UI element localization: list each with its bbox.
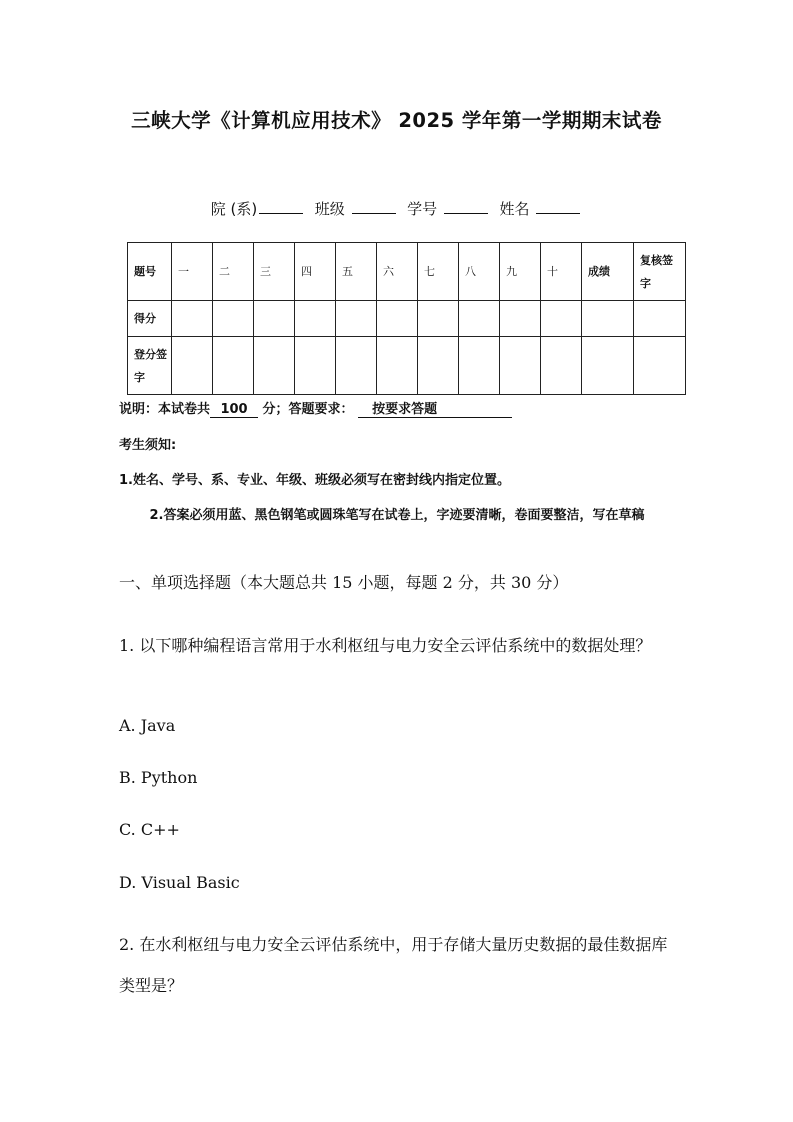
note-prefix: 说明：本试卷共 [119, 402, 211, 417]
column-header: 成绩 [582, 243, 634, 301]
signature-cell[interactable] [634, 337, 686, 395]
column-header: 七 [418, 243, 459, 301]
dept-label: 院 (系) [210, 200, 258, 218]
signature-cell[interactable] [418, 337, 459, 395]
score-cell[interactable] [541, 301, 582, 337]
row-label: 登分签字 [128, 337, 172, 395]
row-label: 得分 [128, 301, 172, 337]
score-cell[interactable] [500, 301, 541, 337]
class-label: 班级 [314, 200, 345, 218]
question-1-option-c[interactable]: C. C++ [119, 820, 180, 839]
column-header: 九 [500, 243, 541, 301]
signature-cell[interactable] [213, 337, 254, 395]
question-1-text: 1. 以下哪种编程语言常用于水利枢纽与电力安全云评估系统中的数据处理？ [119, 636, 652, 655]
class-blank[interactable] [352, 199, 396, 214]
table-row-score [128, 301, 686, 337]
exam-note [119, 398, 512, 418]
question-1-option-a[interactable]: A. Java [119, 716, 176, 735]
column-header: 一 [172, 243, 213, 301]
score-cell[interactable] [377, 301, 418, 337]
total-score: 100 [210, 402, 258, 418]
score-cell[interactable] [213, 301, 254, 337]
signature-cell[interactable] [459, 337, 500, 395]
section-title: 一、单项选择题（本大题总共 15 小题，每题 2 分，共 30 分） [119, 573, 569, 592]
exam-title: 三峡大学《计算机应用技术》 2025 学年第一学期期末试卷 [131, 109, 662, 132]
answer-requirement: 按要求答题 [358, 398, 512, 418]
instruction-item: 1.姓名、学号、系、专业、年级、班级必须写在密封线内指定位置。 [119, 473, 510, 488]
score-cell[interactable] [418, 301, 459, 337]
score-cell[interactable] [459, 301, 500, 337]
score-table [127, 242, 686, 395]
signature-cell[interactable] [500, 337, 541, 395]
signature-cell[interactable] [172, 337, 213, 395]
signature-cell[interactable] [254, 337, 295, 395]
column-header: 二 [213, 243, 254, 301]
signature-cell[interactable] [377, 337, 418, 395]
dept-blank[interactable] [259, 199, 303, 214]
note-mid: 分；答题要求： [262, 402, 354, 417]
column-header: 五 [336, 243, 377, 301]
question-1-option-b[interactable]: B. Python [119, 768, 198, 787]
student-id-label: 学号 [407, 200, 438, 218]
score-cell[interactable] [172, 301, 213, 337]
instruction-item: 2.答案必须用蓝、黑色钢笔或圆珠笔写在试卷上，字迹要清晰，卷面要整洁，写在草稿 [149, 508, 645, 523]
score-cell[interactable] [254, 301, 295, 337]
column-header: 十 [541, 243, 582, 301]
column-header: 八 [459, 243, 500, 301]
question-1-option-d[interactable]: D. Visual Basic [119, 873, 240, 892]
score-cell[interactable] [336, 301, 377, 337]
column-header: 四 [295, 243, 336, 301]
column-header: 三 [254, 243, 295, 301]
table-row-header [128, 243, 686, 301]
score-cell[interactable] [295, 301, 336, 337]
student-id-blank[interactable] [444, 199, 488, 214]
signature-cell[interactable] [541, 337, 582, 395]
score-cell[interactable] [582, 301, 634, 337]
row-label: 题号 [128, 243, 172, 301]
column-header: 六 [377, 243, 418, 301]
student-info-line [0, 198, 793, 219]
name-blank[interactable] [536, 199, 580, 214]
table-row-signature [128, 337, 686, 395]
signature-cell[interactable] [582, 337, 634, 395]
name-label: 姓名 [499, 200, 530, 218]
signature-cell[interactable] [295, 337, 336, 395]
instructions-heading: 考生须知: [119, 438, 177, 453]
column-header: 复核签字 [634, 243, 686, 301]
signature-cell[interactable] [336, 337, 377, 395]
question-2-text: 2. 在水利枢纽与电力安全云评估系统中，用于存储大量历史数据的最佳数据库类型是？ [119, 935, 668, 995]
score-cell[interactable] [634, 301, 686, 337]
